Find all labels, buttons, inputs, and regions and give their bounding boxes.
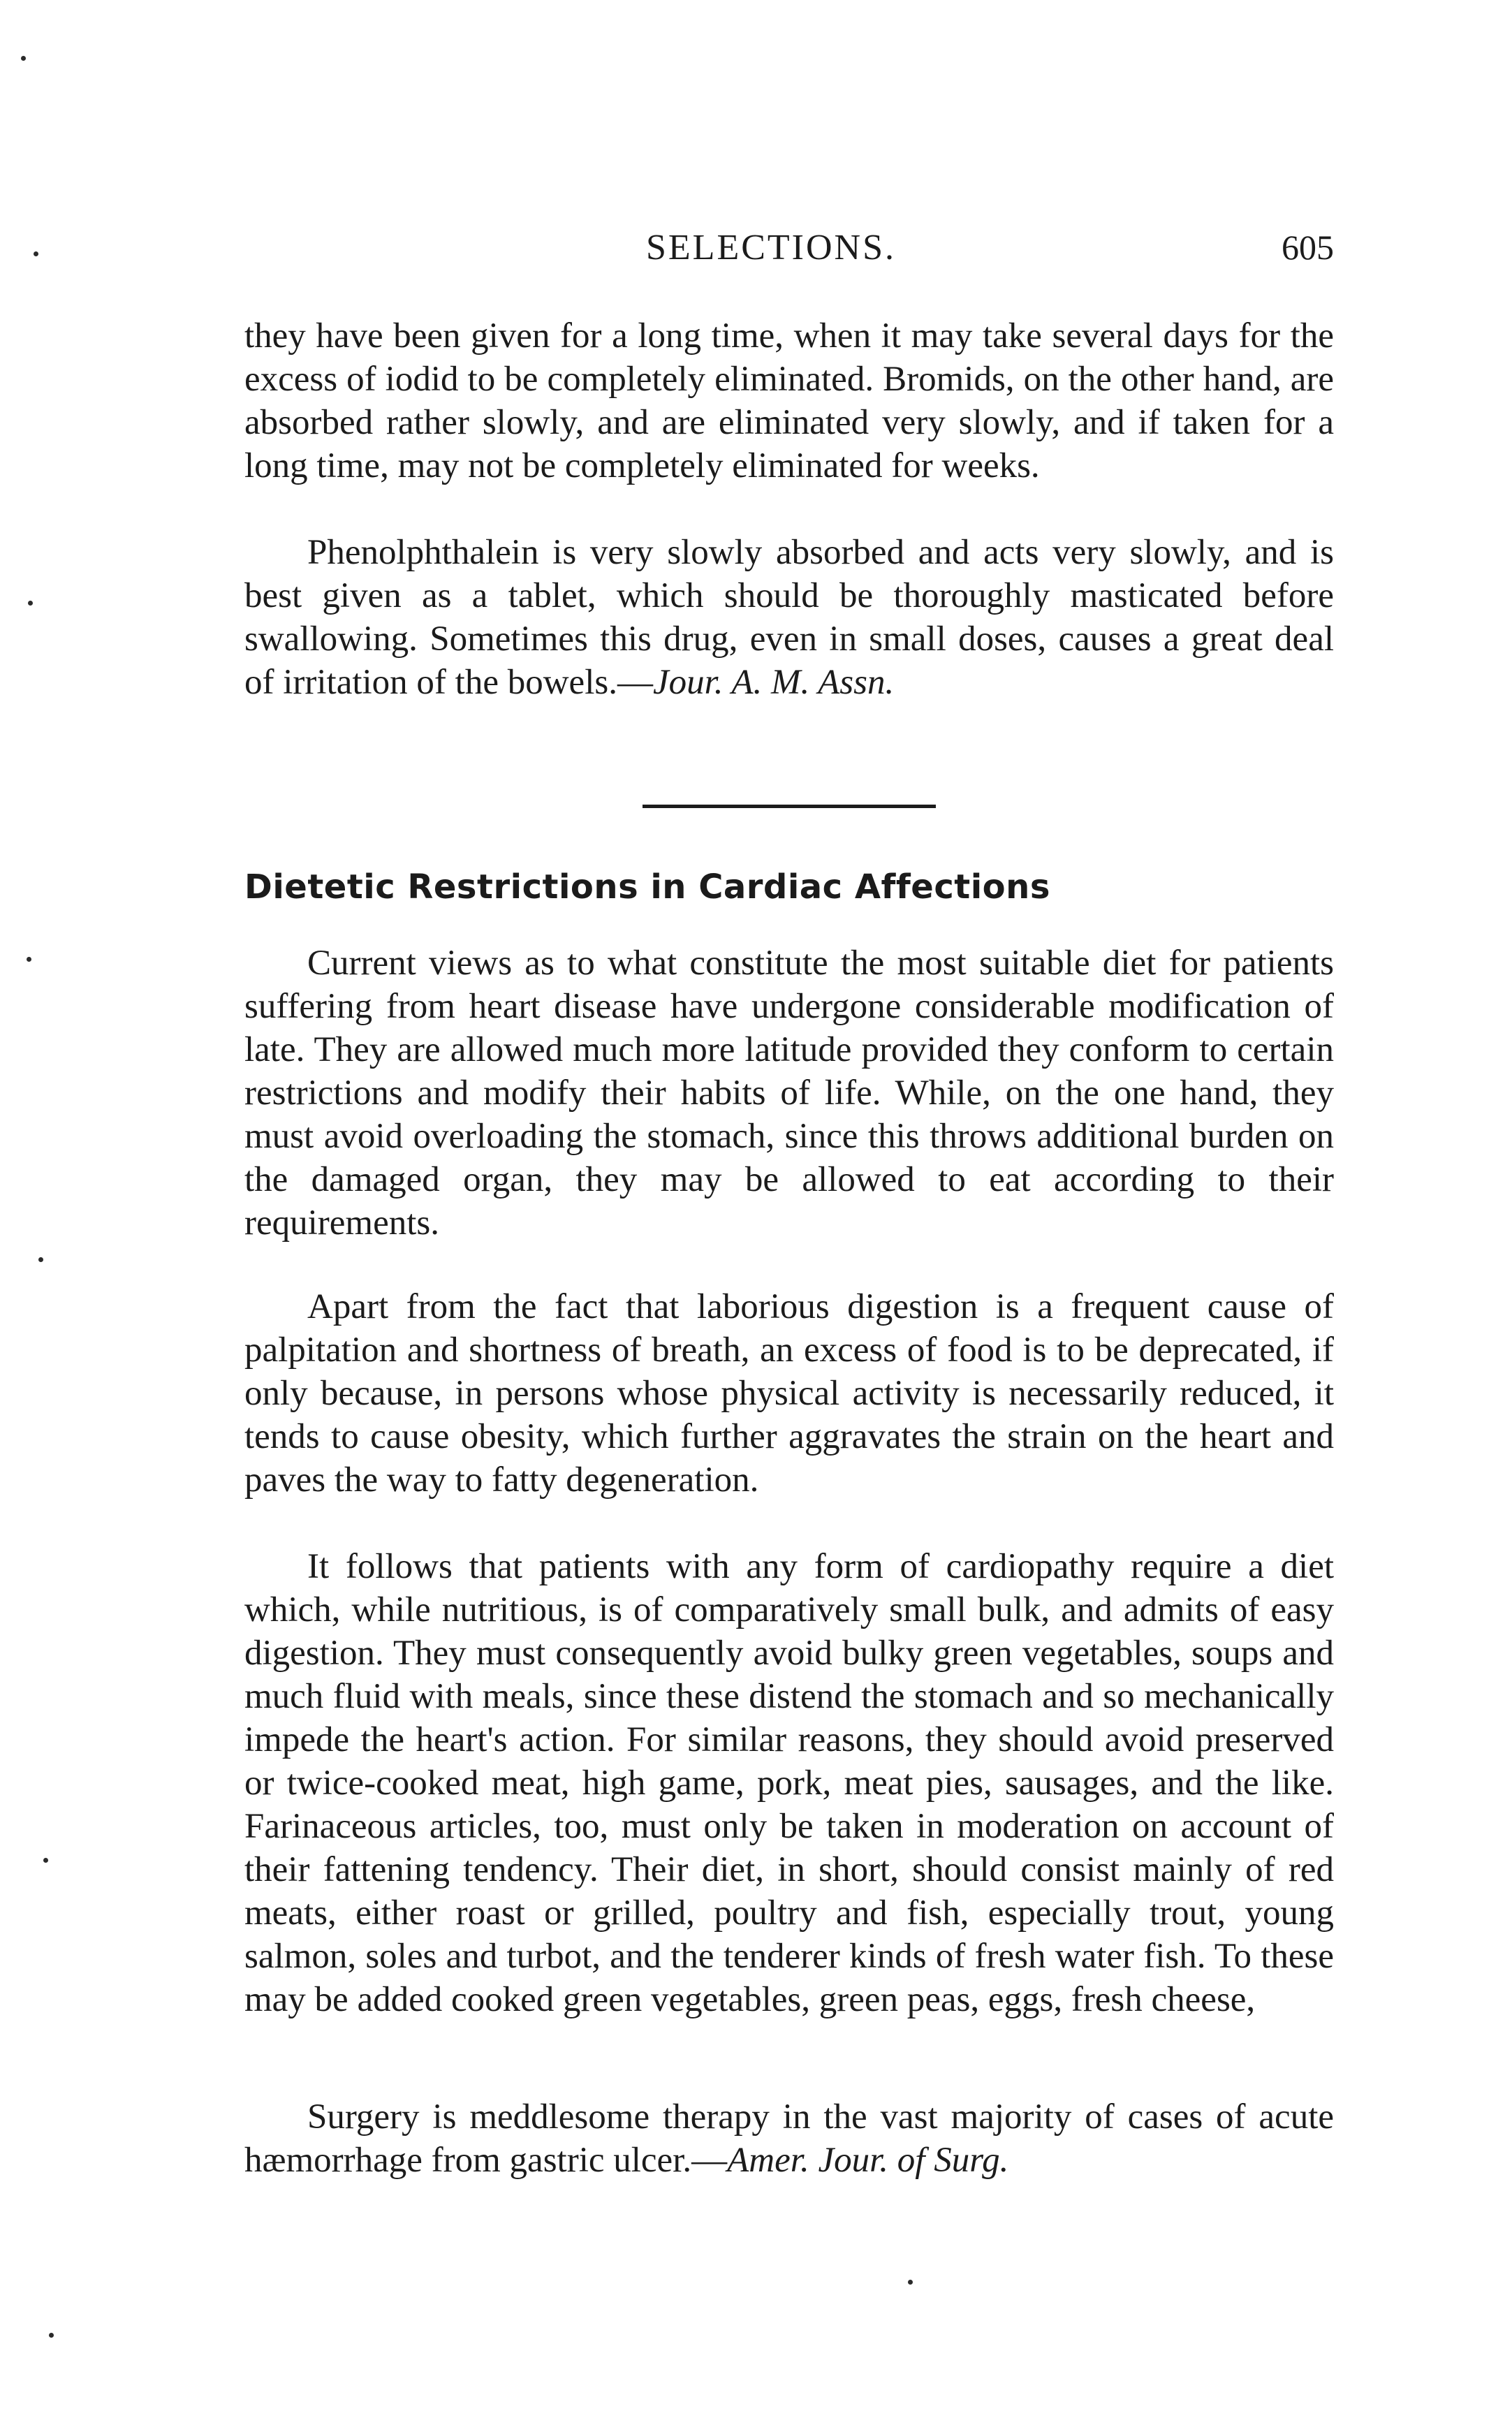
- running-title: SELECTIONS.: [646, 228, 896, 268]
- scan-speck: [908, 2280, 913, 2285]
- paragraph-laborious-digestion: Apart from the fact that laborious digestion is a frequent cause of palpitation and shortness of breath, an excess of food is to be deprecated, if only because, in persons whose physical activity is necessarily reduced, it tends to cause obesity, which further aggravates the strain on the heart and paves the way to fatty degeneration.: [244, 1287, 1334, 1500]
- paragraph-cardiopathy-diet: It follows that patients with any form of cardiopathy require a diet which, while nutritious, is of comparatively small bulk, and admits of easy digestion. They must consequently avoid bulky green vegetables, soups and much fluid with meals, since these distend the stomach and so mechanically impede the heart's action. For similar reasons, they should avoid preserved or twice-cooked meat, high game, pork, meat pies, sausages, and the like. Farinaceous articles, too, must only be taken in moderation on account of their fattening tendency. Their diet, in short, should consist mainly of red meats, either roast or grilled, poultry and fish, especially trout, young salmon, soles and turbot, and the tenderer kinds of fresh water fish. To these may be added cooked green vegetables, green peas, eggs, fresh cheese,: [244, 1547, 1334, 2019]
- section-divider: [643, 805, 936, 808]
- paragraph-current-views: Current views as to what constitute the most suitable diet for patients suffering from heart disease have undergone considerable modification of late. They are allowed much more latitude provided they conform to certain restrictions and modify their habits of life. While, on the one hand, they must avoid overloading the stomach, since this throws additional burden on the damaged organ, they may be allowed to eat according to their requirements.: [244, 944, 1334, 1243]
- section-title: Dietetic Restrictions in Cardiac Affections: [244, 867, 1050, 907]
- scan-speck: [38, 1257, 43, 1262]
- paragraph-iodid-bromids: they have been given for a long time, when it may take several days for the excess of iodid to be completely eliminated. Bromids, on the other hand, are absorbed rather slowly, and are eliminated very slowly, and if taken for a long time, may not be completely eliminated for weeks.: [244, 316, 1334, 485]
- page-number: 605: [1282, 228, 1334, 267]
- paragraph-phenolphthalein-text: Phenolphthalein is very slowly absorbed and acts very slowly, and is best given as a tablet, which should be thoroughly masticated before swallowing. Sometimes this drug, even in small doses, causes a great deal of irritation of the bowels.—: [244, 533, 1334, 702]
- paragraph-phenolphthalein: [244, 531, 1334, 704]
- citation-amer-jour-surg: Amer. Jour. of Surg.: [727, 2141, 1009, 2180]
- paragraph-surgery-text: Surgery is meddlesome therapy in the vast majority of cases of acute hæmorrhage from gastric ulcer.—: [244, 2097, 1334, 2180]
- scan-speck: [43, 1858, 48, 1863]
- citation-jour-a-m-assn: Jour. A. M. Assn.: [652, 663, 895, 702]
- scan-speck: [49, 2333, 54, 2338]
- page-header: [251, 227, 1334, 276]
- scan-speck: [27, 957, 31, 962]
- scan-speck: [28, 601, 33, 606]
- scan-speck: [34, 251, 38, 256]
- paragraph-surgery: [244, 2095, 1334, 2182]
- scan-speck: [21, 56, 26, 61]
